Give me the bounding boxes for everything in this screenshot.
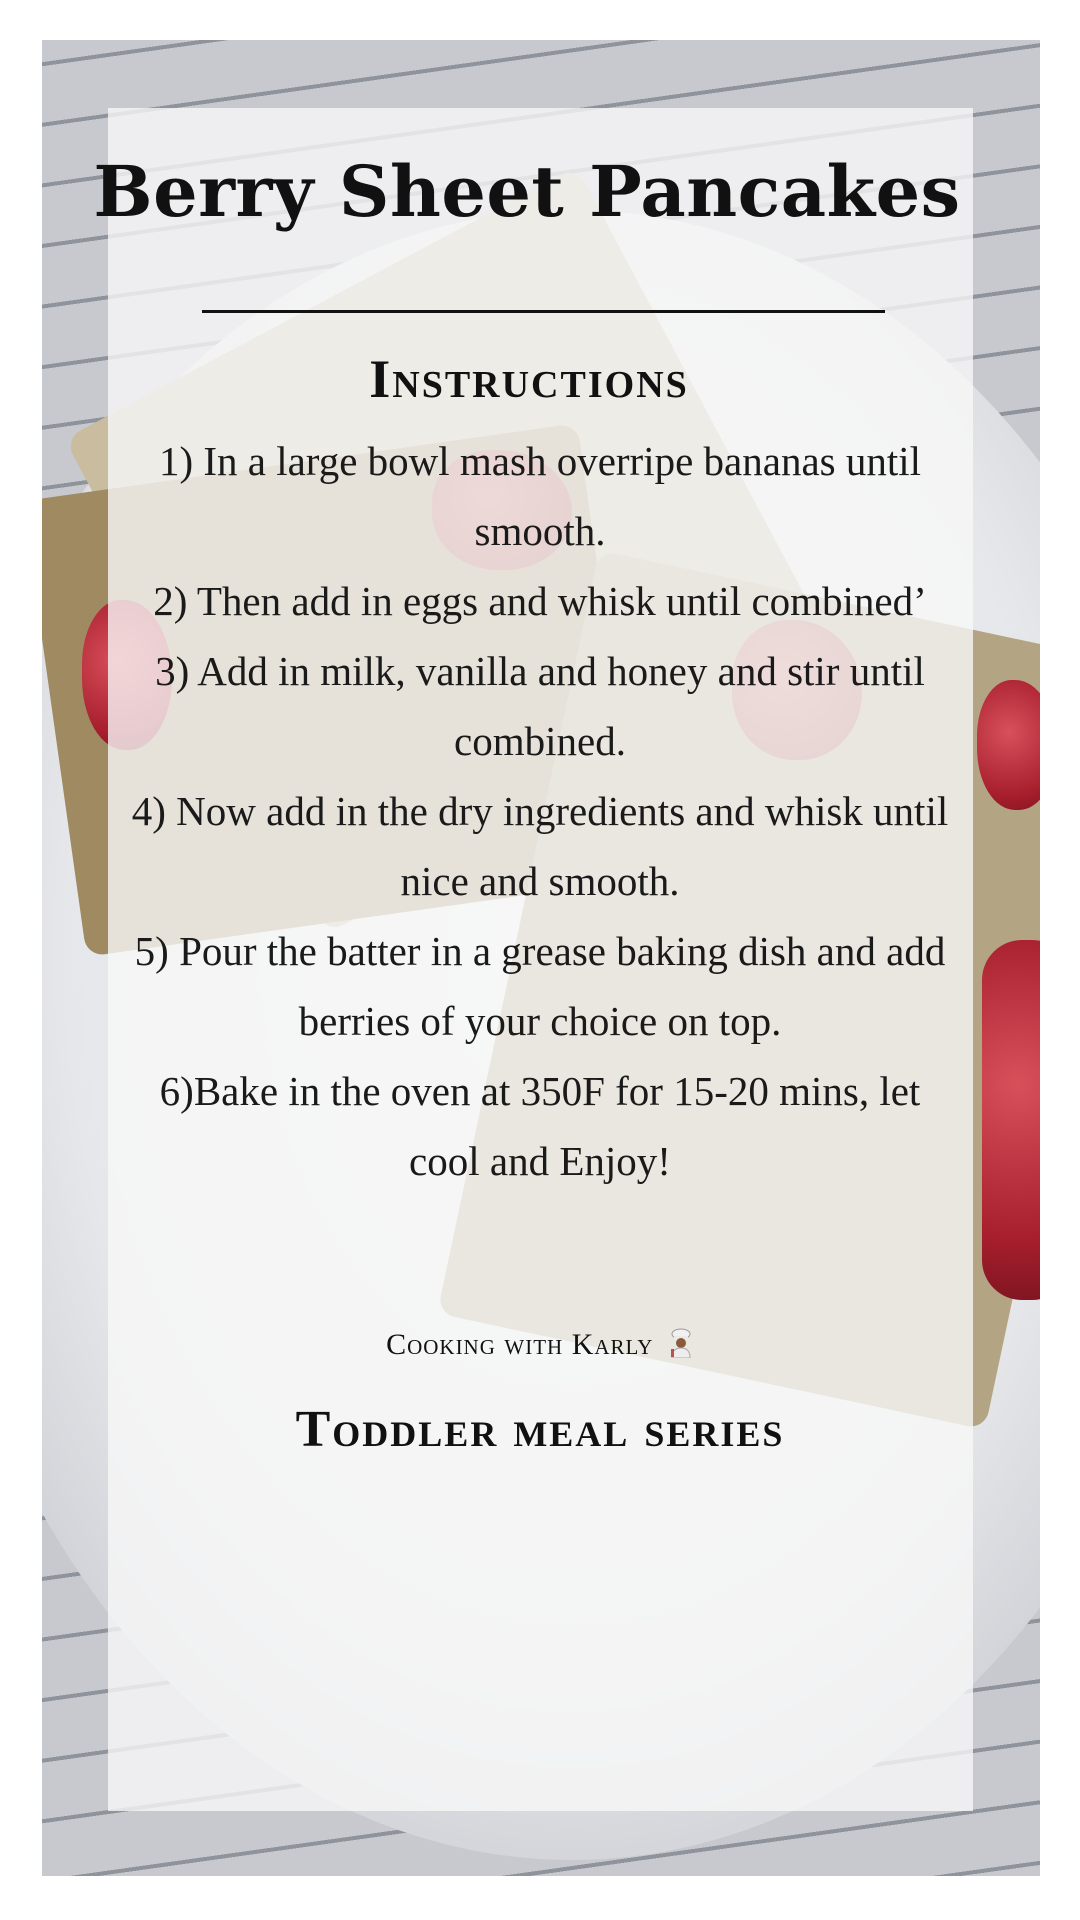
recipe-title: Berry Sheet Pancakes xyxy=(93,150,961,233)
title-divider xyxy=(202,310,885,313)
instruction-step: 4) Now add in the dry ingredients and whisk until nice and smooth. xyxy=(131,788,949,904)
strawberry xyxy=(977,680,1040,810)
instruction-step: 2) Then add in eggs and whisk until combined’ xyxy=(153,578,927,624)
instruction-step: 1) In a large bowl mash overripe bananas until smooth. xyxy=(158,438,922,554)
instruction-steps xyxy=(130,426,950,1196)
author-credit xyxy=(0,1328,1080,1362)
instruction-step: 6)Bake in the oven at 350F for 15-20 mins, let cool and Enjoy! xyxy=(159,1068,921,1184)
chef-emoji-icon xyxy=(668,1328,694,1358)
author-credit-text: Cooking with Karly xyxy=(386,1328,654,1361)
instruction-step: 3) Add in milk, vanilla and honey and stir until combined. xyxy=(155,648,925,764)
series-title: Toddler meal series xyxy=(295,1401,785,1458)
strawberry xyxy=(982,940,1040,1300)
instruction-step: 5) Pour the batter in a grease baking dish and add berries of your choice on top. xyxy=(134,928,946,1044)
instructions-heading: Instructions xyxy=(369,349,689,409)
